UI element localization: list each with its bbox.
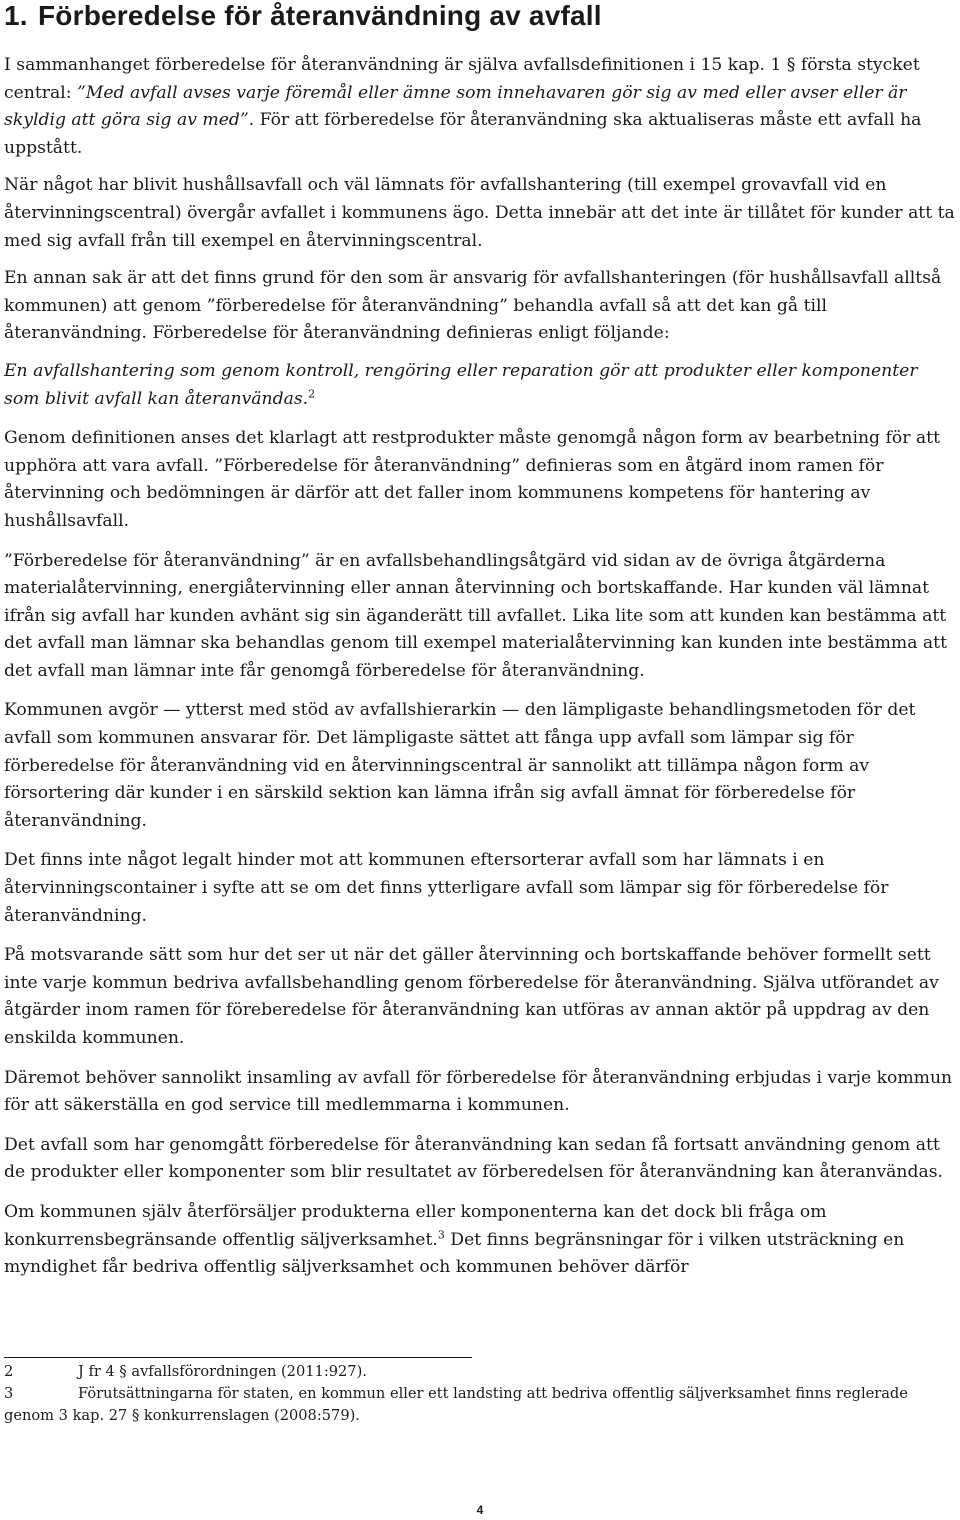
paragraph-10: Däremot behöver sannolikt insamling av avfall för förberedelse för återanvändning erbjudas i varje kommun för att säkerställa en god service till medlemmarna i kommunen. — [4, 1067, 953, 1116]
footnote-2 — [4, 1361, 956, 1383]
paragraph-2: När något har blivit hushållsavfall och väl lämnats för avfallshantering (till exempel grovavfall vid en återvinningscentral) övergår avfallet i kommunens ägo. Detta innebär att det inte är tillåtet för kunder att ta med sig avfall från till exempel en återvinningscentral. — [4, 175, 955, 251]
paragraph-1-text: I sammanhanget förberedelse för återanvändning är själva avfallsdefinitionen i 15 kap. 1 § första stycket central: — [4, 55, 920, 103]
law-quote: ”Med avfall avses varje föremål eller ämne som innehavaren gör sig av med eller avser eller är skyldig att göra sig av med” — [4, 82, 907, 131]
footnote-divider — [4, 1357, 472, 1358]
paragraph-11: Det avfall som har genomgått förberedelse för återanvändning kan sedan få fortsatt användning genom att de produkter eller komponenter som blir resultatet av förberedelsen för återanvändning kan återanvändas. — [4, 1134, 944, 1183]
paragraph-7: Kommunen avgör — ytterst med stöd av avfallshierarkin — den lämpligaste behandlingsmetoden för det avfall som kommunen ansvarar för. Det lämpligaste sättet att fånga upp avfall som lämpar sig för förberedelse för återanvändning vid en återvinningscentral är sannolikt att tillämpa någon form av försortering där kunder i en särskild sektion kan lämna ifrån sig avfall ämnat för förberedelse för återanvändning. — [4, 700, 916, 831]
section-number: 1. — [4, 0, 28, 31]
definition-paragraph — [4, 358, 956, 413]
paragraph-1 — [4, 52, 956, 162]
body-text — [4, 52, 956, 1294]
footnotes — [4, 1361, 956, 1427]
paragraph-9: På motsvarande sätt som hur det ser ut när det gäller återvinning och bortskaffande behöver formellt sett inte varje kommun bedriva avfallsbehandling genom förberedelse för återanvändning. Själva utförandet av åtgärder inom ramen för föreberedelse för återanvändning kan utföras av annan aktör på uppdrag av den enskilda kommunen. — [4, 945, 939, 1048]
footnote-text: Förutsättningarna för staten, en kommun eller ett landsting att bedriva offentlig säljverksamhet finns reglerade genom 3 kap. 27 § konkurrenslagen (2008:579). — [4, 1385, 908, 1424]
paragraph-12 — [4, 1199, 956, 1282]
footnote-text: J fr 4 § avfallsförordningen (2011:927). — [78, 1363, 367, 1380]
page-number: 4 — [476, 1503, 484, 1517]
paragraph-8: Det finns inte något legalt hinder mot att kommunen eftersorterar avfall som har lämnats i en återvinningscontainer i syfte att se om det finns ytterligare avfall som lämpar sig för förberedelse för återanvändning. — [4, 850, 889, 926]
paragraph-5: Genom definitionen anses det klarlagt att restprodukter måste genomgå någon form av bearbetning för att upphöra att vara avfall. ”Förberedelse för återanvändning” definieras som en åtgärd inom ramen för återvinning och bedömningen är därför att det faller inom kommunens kompetens för hantering av hushållsavfall. — [4, 428, 940, 531]
footnote-number: 3 — [4, 1385, 14, 1402]
section-title: Förberedelse för återanvändning av avfall — [38, 0, 602, 31]
footnote-ref-2[interactable]: 2 — [308, 386, 316, 400]
paragraph-12-tail: Det finns begränsningar för i vilken utsträckning en myndighet får bedriva offentlig säljverksamhet och kommunen behöver därför — [4, 1229, 905, 1278]
paragraph-6: ”Förberedelse för återanvändning” är en avfallsbehandlingsåtgärd vid sidan av de övriga åtgärderna materialåtervinning, energiåtervinning eller annan återvinning och bortskaffande. Har kunden väl lämnat ifrån sig avfall har kunden avhänt sig sin äganderätt till avfallet. Lika lite som att kunden kan bestämma att det avfall man lämnar ska behandlas genom till exempel materialåtervinning kan kunden inte bestämma att det avfall man lämnar inte får genomgå förberedelse för återanvändning. — [4, 550, 947, 681]
paragraph-12-text: Om kommunen själv återförsäljer produkterna eller komponenterna kan det dock bli fråga om konkurrensbegränsande offentlig säljverksamhet. — [4, 1201, 827, 1250]
section-heading — [4, 0, 602, 32]
paragraph-3: En annan sak är att det finns grund för den som är ansvarig för avfallshanteringen (för hushållsavfall alltså kommunen) att genom ”förberedelse för återanvändning” behandla avfall så att det kan gå till återanvändning. Förberedelse för återanvändning definieras enligt följande: — [4, 268, 942, 344]
definition-text: En avfallshantering som genom kontroll, rengöring eller reparation gör att produkter eller komponenter som blivit avfall kan återanvändas. — [4, 360, 918, 409]
paragraph-1-tail: . För att förberedelse för återanvändning ska aktualiseras måste ett avfall ha uppstått. — [4, 110, 922, 158]
footnote-ref-3[interactable]: 3 — [437, 1227, 445, 1241]
footnote-number: 2 — [4, 1363, 14, 1380]
footnote-3 — [4, 1383, 956, 1427]
